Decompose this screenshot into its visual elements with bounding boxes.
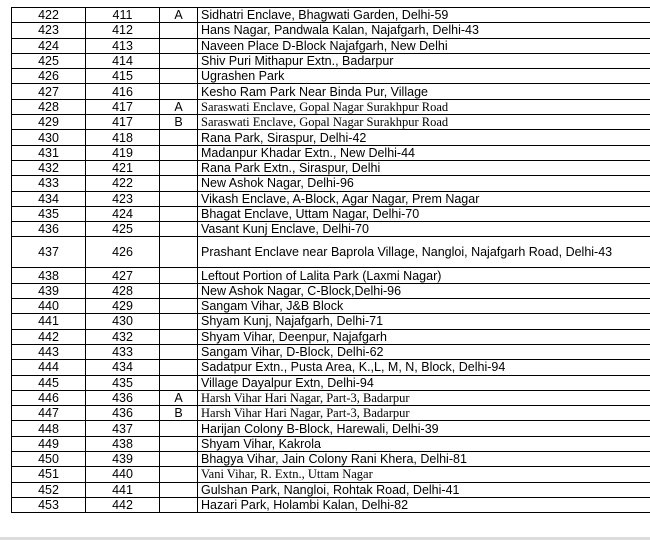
colony-name-cell: Rana Park, Siraspur, Delhi-42 <box>198 130 650 145</box>
colony-number-cell: 417 <box>86 115 160 130</box>
colony-number-cell: 421 <box>86 160 160 175</box>
colony-name-cell: Gulshan Park, Nangloi, Rohtak Road, Delhi-41 <box>198 482 650 497</box>
table-row <box>12 329 650 344</box>
serial-number-cell: 423 <box>12 23 86 38</box>
suffix-cell <box>160 314 198 329</box>
colony-name-cell: Vasant Kunj Enclave, Delhi-70 <box>198 222 650 237</box>
colony-name-cell: Naveen Place D-Block Najafgarh, New Delhi <box>198 38 650 53</box>
serial-number-cell: 451 <box>12 467 86 482</box>
serial-number-cell: 435 <box>12 206 86 221</box>
suffix-cell <box>160 299 198 314</box>
serial-number-cell: 422 <box>12 8 86 23</box>
colony-number-cell: 419 <box>86 145 160 160</box>
colony-number-cell: 436 <box>86 390 160 405</box>
serial-number-cell: 424 <box>12 38 86 53</box>
colony-name-cell: Saraswati Enclave, Gopal Nagar Surakhpur Road <box>198 99 650 114</box>
suffix-cell <box>160 53 198 68</box>
suffix-cell <box>160 467 198 482</box>
colony-number-cell: 428 <box>86 283 160 298</box>
serial-number-cell: 427 <box>12 84 86 99</box>
table-row <box>12 283 650 298</box>
suffix-cell <box>160 38 198 53</box>
table-row <box>12 299 650 314</box>
serial-number-cell: 453 <box>12 497 86 512</box>
colony-number-cell: 442 <box>86 497 160 512</box>
colony-number-cell: 426 <box>86 237 160 268</box>
suffix-cell <box>160 329 198 344</box>
table-row <box>12 176 650 191</box>
colony-name-cell: Leftout Portion of Lalita Park (Laxmi Nagar) <box>198 268 650 283</box>
serial-number-cell: 444 <box>12 360 86 375</box>
table-row <box>12 84 650 99</box>
table-row <box>12 8 650 23</box>
serial-number-cell: 445 <box>12 375 86 390</box>
table-row <box>12 38 650 53</box>
serial-number-cell: 438 <box>12 268 86 283</box>
colony-name-cell: Harijan Colony B-Block, Harewali, Delhi-39 <box>198 421 650 436</box>
suffix-cell <box>160 130 198 145</box>
table-row <box>12 237 650 268</box>
serial-number-cell: 430 <box>12 130 86 145</box>
colony-number-cell: 429 <box>86 299 160 314</box>
colony-name-cell: Vani Vihar, R. Extn., Uttam Nagar <box>198 467 650 482</box>
serial-number-cell: 440 <box>12 299 86 314</box>
colony-number-cell: 434 <box>86 360 160 375</box>
colony-name-cell: Village Dayalpur Extn, Delhi-94 <box>198 375 650 390</box>
table-row <box>12 375 650 390</box>
suffix-cell <box>160 360 198 375</box>
colony-number-cell: 435 <box>86 375 160 390</box>
suffix-cell: B <box>160 406 198 421</box>
colony-name-cell: Harsh Vihar Hari Nagar, Part-3, Badarpur <box>198 406 650 421</box>
colony-number-cell: 432 <box>86 329 160 344</box>
colony-number-cell: 441 <box>86 482 160 497</box>
suffix-cell: A <box>160 390 198 405</box>
colony-name-cell: Hazari Park, Holambi Kalan, Delhi-82 <box>198 497 650 512</box>
serial-number-cell: 441 <box>12 314 86 329</box>
table-row <box>12 421 650 436</box>
suffix-cell <box>160 176 198 191</box>
table-row <box>12 160 650 175</box>
suffix-cell <box>160 375 198 390</box>
serial-number-cell: 425 <box>12 53 86 68</box>
suffix-cell <box>160 482 198 497</box>
table-row <box>12 482 650 497</box>
serial-number-cell: 442 <box>12 329 86 344</box>
colony-number-cell: 413 <box>86 38 160 53</box>
table-row <box>12 406 650 421</box>
colony-name-cell: Sangam Vihar, D-Block, Delhi-62 <box>198 344 650 359</box>
colony-number-cell: 415 <box>86 69 160 84</box>
colony-name-cell: Shyam Kunj, Najafgarh, Delhi-71 <box>198 314 650 329</box>
table-row <box>12 390 650 405</box>
serial-number-cell: 432 <box>12 160 86 175</box>
suffix-cell: A <box>160 8 198 23</box>
suffix-cell <box>160 452 198 467</box>
colony-name-cell: Saraswati Enclave, Gopal Nagar Surakhpur Road <box>198 115 650 130</box>
table-row <box>12 130 650 145</box>
table-row <box>12 145 650 160</box>
colony-number-cell: 427 <box>86 268 160 283</box>
suffix-cell <box>160 145 198 160</box>
suffix-cell <box>160 237 198 268</box>
suffix-cell: B <box>160 115 198 130</box>
table-row <box>12 467 650 482</box>
serial-number-cell: 436 <box>12 222 86 237</box>
table-row <box>12 23 650 38</box>
suffix-cell <box>160 283 198 298</box>
colony-name-cell: Sadatpur Extn., Pusta Area, K.,L, M, N, Block, Delhi-94 <box>198 360 650 375</box>
suffix-cell <box>160 497 198 512</box>
table-row <box>12 436 650 451</box>
suffix-cell <box>160 222 198 237</box>
colony-number-cell: 418 <box>86 130 160 145</box>
colony-name-cell: Vikash Enclave, A-Block, Agar Nagar, Prem Nagar <box>198 191 650 206</box>
table-row <box>12 206 650 221</box>
suffix-cell <box>160 206 198 221</box>
serial-number-cell: 450 <box>12 452 86 467</box>
colony-number-cell: 439 <box>86 452 160 467</box>
colony-number-cell: 433 <box>86 344 160 359</box>
serial-number-cell: 428 <box>12 99 86 114</box>
colony-name-cell: Madanpur Khadar Extn., New Delhi-44 <box>198 145 650 160</box>
suffix-cell <box>160 160 198 175</box>
table-row <box>12 344 650 359</box>
colony-number-cell: 436 <box>86 406 160 421</box>
colony-number-cell: 437 <box>86 421 160 436</box>
colony-name-cell: Sidhatri Enclave, Bhagwati Garden, Delhi-59 <box>198 8 650 23</box>
colony-list-body <box>12 8 650 513</box>
serial-number-cell: 433 <box>12 176 86 191</box>
suffix-cell <box>160 23 198 38</box>
table-row <box>12 268 650 283</box>
suffix-cell <box>160 268 198 283</box>
suffix-cell <box>160 191 198 206</box>
colony-name-cell: Hans Nagar, Pandwala Kalan, Najafgarh, Delhi-43 <box>198 23 650 38</box>
colony-number-cell: 440 <box>86 467 160 482</box>
table-row <box>12 115 650 130</box>
colony-name-cell: Shiv Puri Mithapur Extn., Badarpur <box>198 53 650 68</box>
serial-number-cell: 426 <box>12 69 86 84</box>
colony-number-cell: 425 <box>86 222 160 237</box>
colony-number-cell: 424 <box>86 206 160 221</box>
colony-number-cell: 438 <box>86 436 160 451</box>
suffix-cell <box>160 69 198 84</box>
colony-name-cell: Harsh Vihar Hari Nagar, Part-3, Badarpur <box>198 390 650 405</box>
serial-number-cell: 448 <box>12 421 86 436</box>
suffix-cell <box>160 344 198 359</box>
colony-name-cell: Rana Park Extn., Siraspur, Delhi <box>198 160 650 175</box>
suffix-cell <box>160 84 198 99</box>
colony-number-cell: 417 <box>86 99 160 114</box>
colony-number-cell: 414 <box>86 53 160 68</box>
serial-number-cell: 452 <box>12 482 86 497</box>
suffix-cell <box>160 436 198 451</box>
table-row <box>12 99 650 114</box>
table-row <box>12 222 650 237</box>
colony-name-cell: Sangam Vihar, J&B Block <box>198 299 650 314</box>
table-row <box>12 360 650 375</box>
colony-name-cell: Bhagat Enclave, Uttam Nagar, Delhi-70 <box>198 206 650 221</box>
serial-number-cell: 439 <box>12 283 86 298</box>
suffix-cell <box>160 421 198 436</box>
colony-list-table <box>11 7 650 513</box>
serial-number-cell: 437 <box>12 237 86 268</box>
colony-name-cell: Prashant Enclave near Baprola Village, Nangloi, Najafgarh Road, Delhi-43 <box>198 237 650 268</box>
suffix-cell: A <box>160 99 198 114</box>
colony-number-cell: 416 <box>86 84 160 99</box>
colony-name-cell: Bhagya Vihar, Jain Colony Rani Khera, Delhi-81 <box>198 452 650 467</box>
table-row <box>12 69 650 84</box>
colony-name-cell: Ugrashen Park <box>198 69 650 84</box>
colony-name-cell: New Ashok Nagar, Delhi-96 <box>198 176 650 191</box>
serial-number-cell: 443 <box>12 344 86 359</box>
serial-number-cell: 434 <box>12 191 86 206</box>
serial-number-cell: 431 <box>12 145 86 160</box>
table-row <box>12 191 650 206</box>
colony-number-cell: 411 <box>86 8 160 23</box>
table-row <box>12 497 650 512</box>
table-row <box>12 53 650 68</box>
colony-number-cell: 423 <box>86 191 160 206</box>
table-row <box>12 452 650 467</box>
serial-number-cell: 429 <box>12 115 86 130</box>
colony-name-cell: Kesho Ram Park Near Binda Pur, Village <box>198 84 650 99</box>
table-row <box>12 314 650 329</box>
colony-number-cell: 412 <box>86 23 160 38</box>
colony-name-cell: New Ashok Nagar, C-Block,Delhi-96 <box>198 283 650 298</box>
colony-number-cell: 422 <box>86 176 160 191</box>
serial-number-cell: 447 <box>12 406 86 421</box>
colony-name-cell: Shyam Vihar, Deenpur, Najafgarh <box>198 329 650 344</box>
serial-number-cell: 449 <box>12 436 86 451</box>
colony-name-cell: Shyam Vihar, Kakrola <box>198 436 650 451</box>
serial-number-cell: 446 <box>12 390 86 405</box>
colony-number-cell: 430 <box>86 314 160 329</box>
